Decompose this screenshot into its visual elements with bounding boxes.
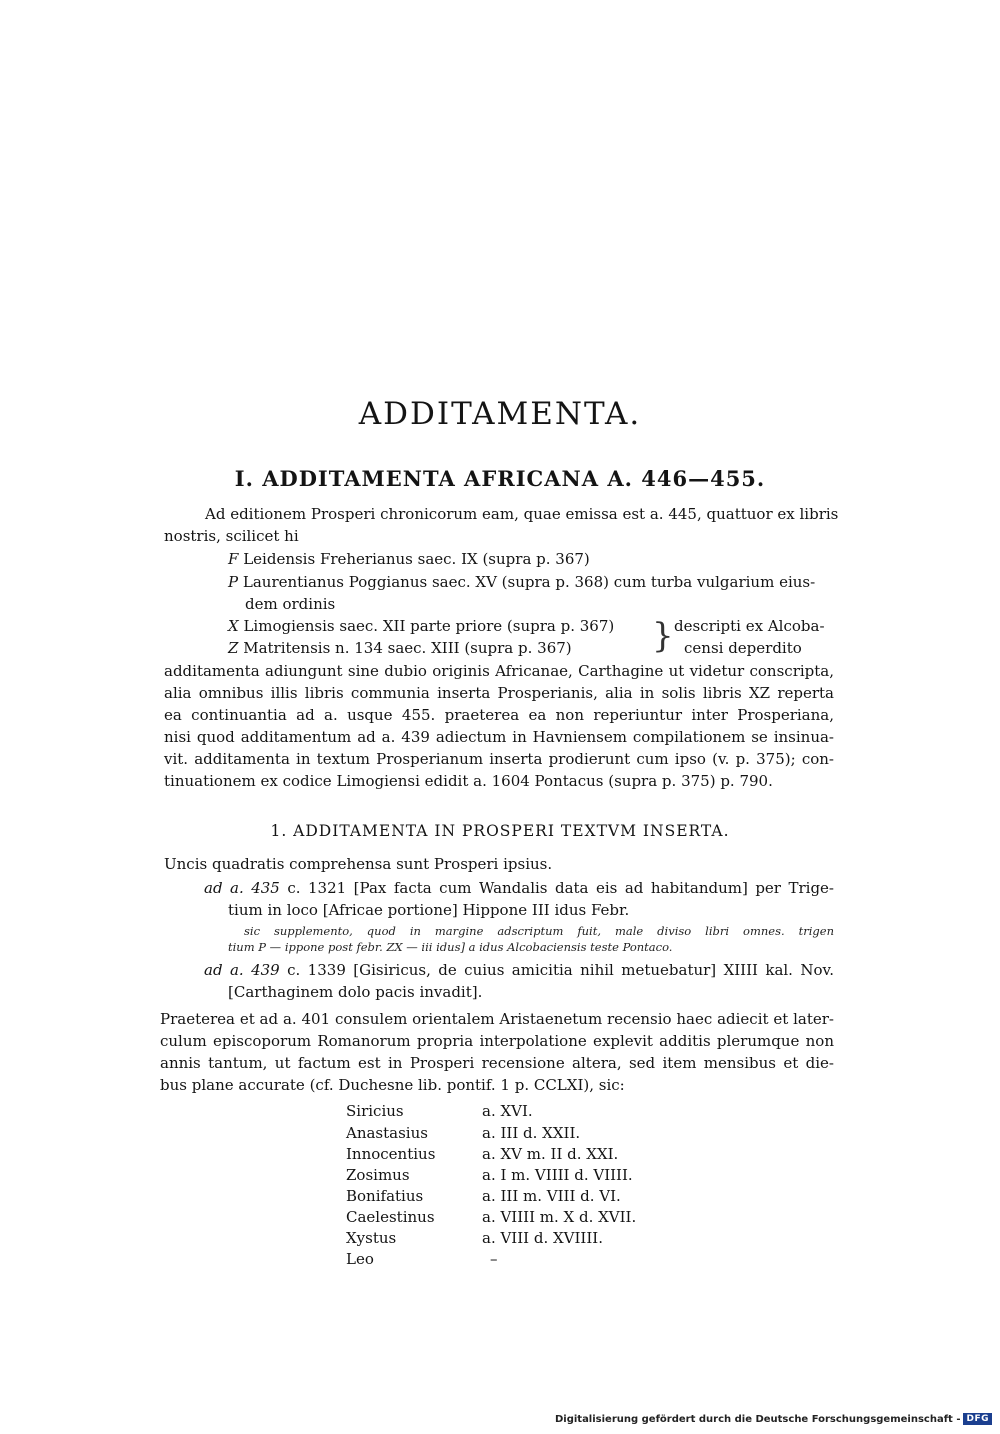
- pope-name: Siricius: [346, 1102, 404, 1120]
- siglum: X: [228, 617, 239, 635]
- manuscript-text: Matritensis n. 134 saec. XIII (supra p. 367): [243, 639, 572, 657]
- additamentum-entry: [204, 879, 834, 897]
- pope-name: Leo: [346, 1250, 374, 1268]
- pope-term: a. XVI.: [482, 1102, 533, 1120]
- pope-term: a. VIIII m. X d. XVII.: [482, 1208, 637, 1226]
- manuscript-entry: [228, 639, 572, 657]
- pope-term: a. I m. VIIII d. VIIII.: [482, 1166, 633, 1184]
- pope-term: –: [490, 1250, 498, 1268]
- body-line: ea continuantia ad a. usque 455. praeterea ea non reperiuntur inter Prosperiana,: [164, 706, 834, 724]
- body-line: bus plane accurate (cf. Duchesne lib. pontif. 1 p. CCLXI), sic:: [160, 1076, 625, 1094]
- brace-note: descripti ex Alcoba-: [674, 617, 825, 635]
- body-line: Praeterea et ad a. 401 consulem orientalem Aristaenetum recensio haec adiecit et later-: [160, 1010, 834, 1028]
- dfg-logo: DFG: [963, 1413, 992, 1425]
- body-line: alia omnibus illis libris communia inserta Prosperianis, alia in solis libris XZ reperta: [164, 684, 834, 702]
- manuscript-entry: [228, 550, 590, 568]
- manuscript-text: Laurentianus Poggianus saec. XV (supra p. 368) cum turba vulgarium eius-: [242, 573, 816, 591]
- page-title: ADDITAMENTA.: [358, 396, 642, 432]
- chapter-title: I. ADDITAMENTA AFRICANA A. 446—455.: [234, 466, 766, 491]
- year-reference: ad a. 435: [204, 879, 280, 897]
- pope-name: Bonifatius: [346, 1187, 424, 1205]
- pope-name: Anastasius: [346, 1124, 428, 1142]
- credit-text: Digitalisierung gefördert durch die Deutsche Forschungsgemeinschaft -: [554, 1413, 961, 1425]
- body-line: vit. additamenta in textum Prosperianum inserta prodierunt cum ipso (v. p. 375); con-: [164, 750, 834, 768]
- pope-term: a. VIII d. XVIIII.: [482, 1229, 603, 1247]
- footnote-line: sic supplemento, quod in margine adscriptum fuit, male diviso libri omnes. trigen: [244, 924, 834, 938]
- year-reference: ad a. 439: [204, 961, 280, 979]
- additamentum-entry-cont: [Carthaginem dolo pacis invadit].: [228, 983, 483, 1001]
- pope-name: Xystus: [346, 1229, 397, 1247]
- siglum: Z: [228, 639, 239, 657]
- body-line: annis tantum, ut factum est in Prosperi recensione altera, sed item mensibus et die-: [160, 1054, 834, 1072]
- additamentum-entry-cont: tium in loco [Africae portione] Hippone III idus Febr.: [228, 901, 630, 919]
- entry-text: c. 1321 [Pax facta cum Wandalis data eis ad habitandum] per Trige-: [287, 879, 834, 897]
- intro-line-1: Ad editionem Prosperi chronicorum eam, quae emissa est a. 445, quattuor ex libris: [205, 505, 839, 523]
- manuscript-entry-cont: dem ordinis: [245, 595, 336, 613]
- brace-glyph: }: [652, 616, 674, 656]
- footnote-line: tium P — ippone post febr. ZX — iii idus] a idus Alcobaciensis teste Pontaco.: [228, 940, 673, 954]
- manuscript-entry: [228, 617, 614, 635]
- pope-term: a. III m. VIII d. VI.: [482, 1187, 621, 1205]
- additamentum-entry: [204, 961, 834, 979]
- pope-name: Innocentius: [346, 1145, 436, 1163]
- intro-line-2: nostris, scilicet hi: [164, 527, 299, 545]
- entry-text: c. 1339 [Gisiricus, de cuius amicitia nihil metuebatur] XIIII kal. Nov.: [287, 961, 834, 979]
- pope-name: Caelestinus: [346, 1208, 435, 1226]
- body-line: nisi quod additamentum ad a. 439 adiectum in Havniensem compilationem se insinua-: [164, 728, 834, 746]
- manuscript-entry: [228, 573, 834, 591]
- section-heading: 1. ADDITAMENTA IN PROSPERI TEXTVM INSERTA.: [270, 822, 730, 840]
- body-line: tinuationem ex codice Limogiensi edidit a. 1604 Pontacus (supra p. 375) p. 790.: [164, 772, 773, 790]
- brace-note: censi deperdito: [684, 639, 802, 657]
- body-line: culum episcoporum Romanorum propria interpolatione explevit additis plerumque non: [160, 1032, 834, 1050]
- body-line: additamenta adiungunt sine dubio originis Africanae, Carthagine ut videtur conscripta,: [164, 662, 834, 680]
- siglum: F: [228, 550, 239, 568]
- manuscript-text: Leidensis Freherianus saec. IX (supra p. 367): [243, 550, 590, 568]
- pope-term: a. III d. XXII.: [482, 1124, 581, 1142]
- pope-term: a. XV m. II d. XXI.: [482, 1145, 619, 1163]
- digitization-credit: [555, 1413, 992, 1425]
- manuscript-text: Limogiensis saec. XII parte priore (supra p. 367): [243, 617, 615, 635]
- pope-name: Zosimus: [346, 1166, 410, 1184]
- section-intro: Uncis quadratis comprehensa sunt Prosperi ipsius.: [164, 855, 553, 873]
- siglum: P: [228, 573, 239, 591]
